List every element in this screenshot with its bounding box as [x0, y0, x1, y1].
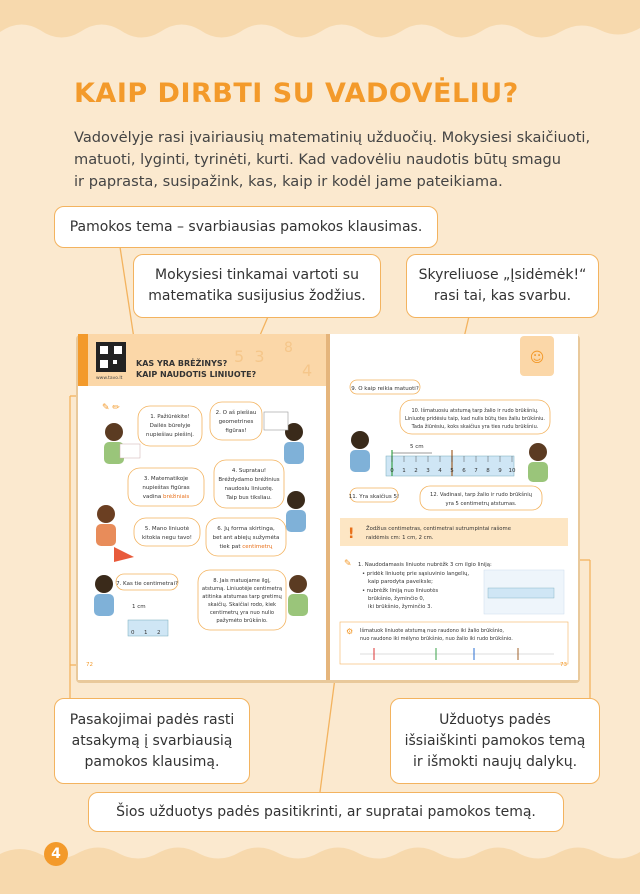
bubble-7: [116, 574, 178, 590]
svg-text:10. Išmatuosiu atstumą tarp ža: 10. Išmatuosiu atstumą tarp žalio ir rudo brūkšnių.: [411, 408, 539, 414]
remember-box: [340, 518, 568, 546]
ruler-number: 10: [508, 468, 516, 474]
ruler-number: 9: [498, 468, 502, 474]
svg-text:brūkšnio, žyminčio 0,: brūkšnio, žyminčio 0,: [368, 596, 425, 602]
svg-text:0: 0: [131, 630, 135, 636]
ruler-number: 8: [486, 468, 490, 474]
top-wave-decoration: [0, 0, 640, 48]
callout-tasks: Užduotys padės išsiaiškinti pamokos temą ir išmokti naujų dalykų.: [390, 698, 600, 784]
svg-text:Taip bus tiksliau.: Taip bus tiksliau.: [226, 495, 272, 501]
callout-stories: Pasakojimai padės rasti atsakymą į svarbiausią pamokos klausimą.: [54, 698, 250, 784]
callout-remember: Skyreliuose „Įsidėmėk!“ rasi tai, kas svarbu.: [406, 254, 599, 318]
svg-text:nuo raudono iki mėlyno brūkšni: nuo raudono iki mėlyno brūkšnio, nuo žalio iki rudo brūkšnio.: [360, 636, 513, 642]
svg-text:naudosiu liniuotę.: naudosiu liniuotę.: [224, 486, 274, 492]
page-number: 4: [44, 842, 68, 866]
svg-text:1. Naudodamasis liniuote nubrė: 1. Naudodamasis liniuote nubrėžk 3 cm ilgio liniją:: [358, 562, 492, 568]
ruler-number: 7: [474, 468, 478, 474]
svg-text:Žodžius centimetras, centimetr: Žodžius centimetras, centimetrai sutrumpintai rašome: [366, 526, 511, 532]
keyword-centimetru: centimetrų: [242, 544, 273, 550]
svg-text:figūras!: figūras!: [225, 428, 247, 434]
bubble-10: [400, 400, 550, 434]
svg-text:atstumą. Liniuotėje centimetrą: atstumą. Liniuotėje centimetrą: [201, 586, 283, 592]
svg-text:• pridėk liniuotę prie sąsiuvi: • pridėk liniuotę prie sąsiuvinio langelių,: [362, 571, 470, 577]
svg-text:3. Matematikoje: 3. Matematikoje: [143, 476, 189, 482]
ruler-number: 3: [426, 468, 430, 474]
svg-text:pažymėto brūkšnio.: pažymėto brūkšnio.: [216, 618, 268, 624]
svg-text:raidėmis cm: 1 cm, 2 cm.: raidėmis cm: 1 cm, 2 cm.: [366, 535, 434, 541]
svg-text:kaip parodyta paveiksle;: kaip parodyta paveiksle;: [368, 579, 433, 585]
svg-text:6. Jų forma skirtinga,: 6. Jų forma skirtinga,: [217, 526, 275, 532]
right-page-number: 73: [560, 662, 567, 668]
bubble-11: [349, 488, 399, 502]
svg-text:iki brūkšnio, žyminčio 3.: iki brūkšnio, žyminčio 3.: [368, 604, 433, 610]
svg-text:nupiešiau piešinį.: nupiešiau piešinį.: [146, 432, 194, 438]
svg-text:1. Pažiūrėkite!: 1. Pažiūrėkite!: [150, 414, 190, 420]
svg-text:2. O aš piešiau: 2. O aš piešiau: [215, 410, 257, 416]
svg-text:centimetrų yra nuo nulio: centimetrų yra nuo nulio: [209, 610, 275, 616]
left-page-title-1: KAS YRA BRĖŽINYS?: [136, 359, 228, 368]
svg-text:1 cm: 1 cm: [132, 604, 146, 610]
svg-text:vadina brėžiniais: vadina brėžiniais: [142, 494, 190, 500]
svg-text:5 cm: 5 cm: [410, 444, 424, 450]
left-page-title-2: KAIP NAUDOTIS LINIUOTE?: [136, 370, 257, 379]
bubble-6: [206, 518, 286, 556]
svg-text:✎ ✏: ✎ ✏: [102, 403, 120, 413]
bottom-wave-decoration: [0, 836, 640, 894]
svg-text:atitinka atstumas tarp gretimų: atitinka atstumas tarp gretimų: [202, 594, 282, 600]
page-title: KAIP DIRBTI SU VADOVĖLIU?: [74, 78, 519, 109]
ruler-number: 0: [390, 468, 394, 474]
svg-text:Liniuotę pridėsiu taip, kad nu: Liniuotę pridėsiu taip, kad nulis būtų ties žaliu brūkšniu.: [404, 416, 546, 422]
callout-vocabulary: Mokysiesi tinkamai vartoti su matematika susijusius žodžius.: [133, 254, 381, 318]
callout-topic: Pamokos tema – svarbiausias pamokos klausimas.: [54, 206, 438, 248]
left-page-number: 72: [86, 662, 93, 668]
svg-text:✎: ✎: [344, 559, 352, 569]
svg-text:• nubrėžk liniją nuo liniuotės: • nubrėžk liniją nuo liniuotės: [362, 588, 439, 594]
svg-text:kitokia negu tavo!: kitokia negu tavo!: [141, 535, 193, 541]
bubble-4: [214, 460, 284, 508]
svg-text:Tada žiūrėsiu, koks skaičius y: Tada žiūrėsiu, koks skaičius yra ties rudu brūkšniu.: [411, 424, 539, 430]
svg-text:yra 5 centimetrų atstumas.: yra 5 centimetrų atstumas.: [445, 501, 517, 507]
right-page: [330, 334, 578, 680]
svg-text:11. Yra skaičius 5!: 11. Yra skaičius 5!: [348, 494, 400, 500]
bubble-2: [210, 402, 262, 440]
svg-text:8: 8: [284, 340, 293, 356]
character-boy-4: [350, 431, 370, 472]
ruler-number: 2: [414, 468, 418, 474]
bubble-1: [138, 406, 202, 446]
svg-text:1: 1: [144, 630, 148, 636]
svg-text:8. Jais matuojame ilgį,: 8. Jais matuojame ilgį,: [213, 578, 271, 584]
exclamation-icon: !: [348, 526, 355, 542]
svg-text:4. Supratau!: 4. Supratau!: [231, 468, 267, 474]
svg-text:bet ant abiejų sužymėta: bet ant abiejų sužymėta: [212, 535, 280, 541]
character-girl-2: [286, 491, 306, 532]
textbook-spread: [74, 332, 582, 684]
character-girl-4: [528, 443, 548, 482]
svg-text:12. Vadinasi, tarp žalio ir ru: 12. Vadinasi, tarp žalio ir rudo brūkšnių: [430, 492, 532, 498]
ruler-number: 6: [462, 468, 466, 474]
callout-check: Šios užduotys padės pasitikrinti, ar supratai pamokos temą.: [88, 792, 564, 832]
character-boy-2: [96, 505, 116, 546]
bubble-5: [134, 518, 200, 546]
intro-line-3: ir paprasta, susipažink, kas, kaip ir kodėl jame pateikiama.: [74, 173, 503, 190]
svg-text:2: 2: [157, 630, 161, 636]
svg-text:5 3: 5 3: [234, 347, 265, 366]
check-box: [340, 622, 568, 664]
svg-text:nupieštas figūras: nupieštas figūras: [142, 485, 190, 491]
ruler-number: 5: [450, 468, 454, 474]
intro-paragraph: [74, 127, 594, 193]
svg-text:4: 4: [302, 361, 313, 380]
svg-text:geometrines: geometrines: [218, 419, 254, 425]
bubble-12: [420, 486, 542, 510]
svg-text:Išmatuok liniuote atstumą nuo: Išmatuok liniuote atstumą nuo raudono iki žalio brūkšnio,: [360, 628, 504, 634]
svg-text:5. Mano liniuotė: 5. Mano liniuotė: [144, 526, 190, 532]
bubble-9: [350, 380, 420, 394]
svg-text:7. Kas tie centimetrai?: 7. Kas tie centimetrai?: [116, 581, 178, 587]
character-girl-3: [288, 575, 308, 616]
svg-text:tiek pat centimetrų: tiek pat centimetrų: [219, 544, 273, 550]
svg-text:skaičių. Skaičiai rodo, kiek: skaičių. Skaičiai rodo, kiek: [207, 602, 277, 608]
keyword-breziniais: brėžiniais: [162, 494, 190, 500]
bubble-8: [198, 570, 286, 630]
intro-line-2: matuoti, lyginti, tyrinėti, kurti. Kad vadovėliu naudotis būtų smagu: [74, 151, 562, 168]
bubble-3: [128, 468, 204, 506]
svg-text:Brėždydamo brėžinius: Brėždydamo brėžinius: [218, 477, 280, 483]
ruler-number: 4: [438, 468, 442, 474]
svg-text:☺: ☺: [529, 350, 545, 366]
character-boy-3: [94, 575, 114, 616]
svg-text:⚙: ⚙: [346, 627, 354, 636]
ruler-number: 1: [402, 468, 406, 474]
qr-caption: www.tavo.lt: [96, 376, 123, 381]
svg-text:9. O kaip reikia matuoti?: 9. O kaip reikia matuoti?: [351, 386, 419, 392]
left-page: [78, 334, 326, 680]
svg-text:Dailės būrelyje: Dailės būrelyje: [149, 423, 191, 429]
intro-line-1: Vadovėlyje rasi įvairiausių matematinių užduočių. Mokysiesi skaičiuoti,: [74, 129, 591, 146]
